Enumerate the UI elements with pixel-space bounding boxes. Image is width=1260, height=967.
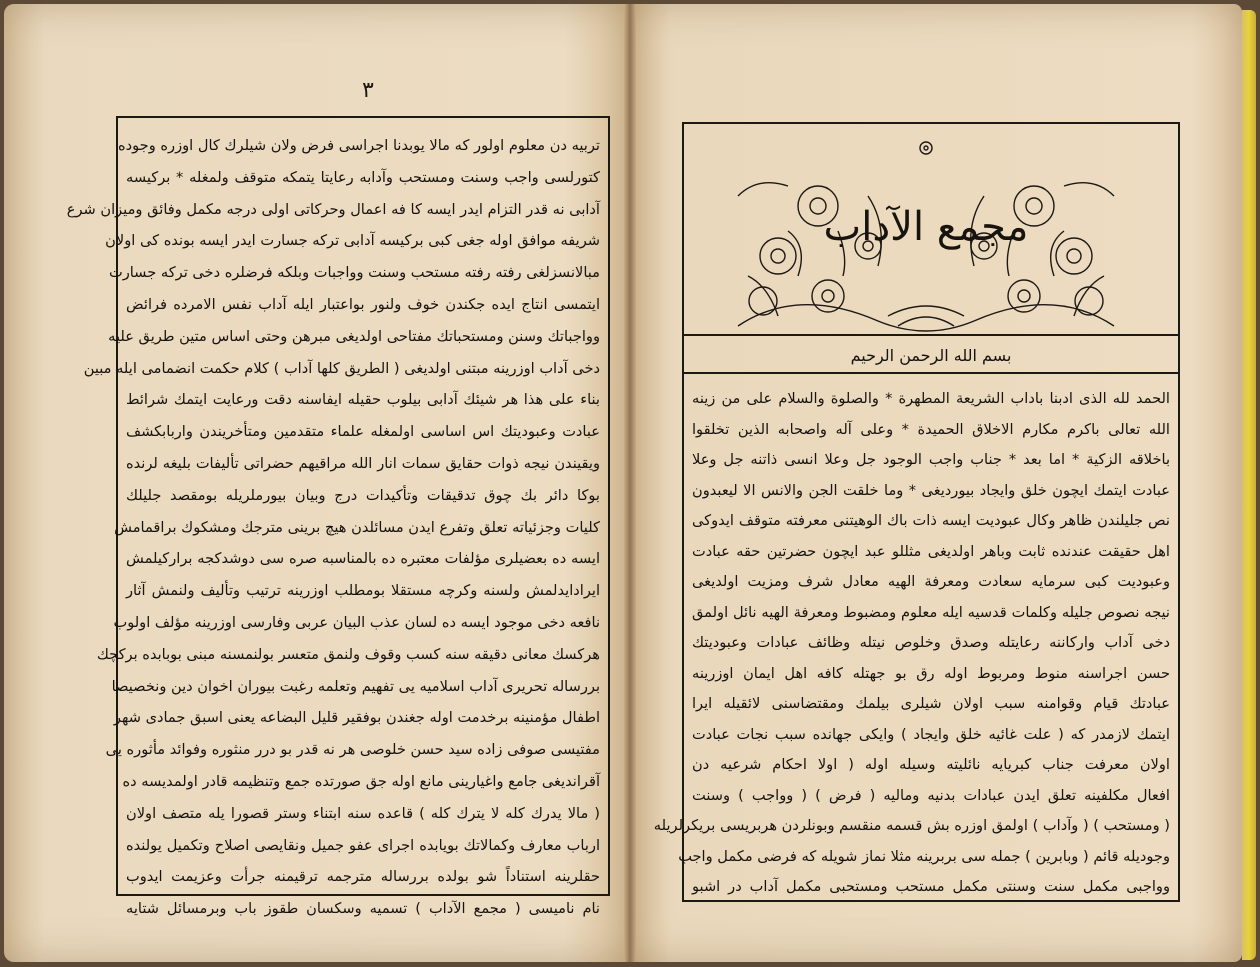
text-line: حسن اجراسنه منوط ومربوط اوله رق بو جهتله كافه اهل ايمان اوزرينه — [692, 664, 1170, 682]
page-number: ٣ — [362, 78, 374, 103]
text-line: حقلرينه استناداً شو بولده بررساله مترجمه ترقيمنه جرأت وعزيمت ايدوب — [126, 868, 600, 886]
text-line: كليات وجزئياته تعلق وتفرع ايدن مسائلدن هيچ برينى مترجك ومشكوك براقمامش — [114, 518, 600, 536]
text-line: نام ناميسى ( مجمع الآداب ) تسميه وسكسان طقوز باب وبرمسائل شتايه — [126, 900, 600, 918]
text-line: بررساله تحريرى آداب اسلاميه يى تفهيم وتعلمه رغبت بيوران اخوان دين ونخصيصا — [111, 677, 600, 695]
text-line: مبالانسزلغى رفته رفته مستحب وسنت وواجبات وبلكه فرضلره دخى تركه جسارت — [108, 264, 600, 282]
text-line: دخى آداب واركاننه رعايتله وصدق وخلوص نيتله وظائف عبادات وعبوديتك — [692, 634, 1170, 651]
basmala: بسم الله الرحمن الرحيم — [850, 346, 1012, 365]
text-line: ايتمسى انتاج ايده جكندن خوف ولنور بواعتبار ايله آداب نفس الامرده فرائض — [126, 295, 600, 313]
right-page — [630, 4, 1242, 962]
text-line: الحمد لله الذى ادبنا باداب الشريعة المطهرة * والصلوة والسلام على من زينه — [692, 390, 1170, 407]
text-line: الله تعالى باكرم مكارم الاخلاق الحميدة * وعلى آله واصحابه الذين تخلقوا — [692, 420, 1170, 438]
text-line: نيجه نصوص جليله وكلمات قدسيه ايله معلوم ومضبوط ومعرفة الهيه نائل اولمق — [692, 603, 1170, 621]
text-line: ايتمك لازمدر كه ( علت غائيه خلق وايجاد ) وايكى جهانده سبب نجات عبادت — [692, 725, 1170, 743]
book-title: مجمع الآداب — [823, 204, 1029, 250]
text-line: ايسه ده بعضيلرى مؤلفات معتبره ده بالمناسبه صره سى دوشدكجه براركيلمش — [126, 550, 600, 568]
text-line: ويقيندن نيجه ذوات حقايق سمات انار الله مراقيهم حضراتى تأليفات بليغه لرنده — [126, 454, 600, 472]
text-line: عبادتك قيام وقوامنه سبب اولان شيلرى بيلمك ومقتضاسنى لائقيله ايرا — [692, 695, 1170, 712]
text-line: اولان معرفت جناب كبريايه نائليته وسيله اوله ( اولا احكام شرعيه دن — [692, 756, 1170, 773]
text-line: دخى آداب اوزرينه مبتنى اولديغى ( الطريق كلها آداب ) كلام حكمت انضمامى ايله مبين — [83, 359, 600, 377]
text-line: وواجباتك وسنن ومستحباتك مفتاحى اولديغى مبرهن وحتى اساس متين طريق عليه — [108, 327, 600, 345]
book-gutter — [624, 4, 636, 962]
text-line: آدابى نه قدر التزام ايدر ايسه كا فه اعمال وحركاتى اولى درجه مكمل وفائق وميزان شرع — [66, 200, 600, 218]
text-line: كتورلسى واجب وسنت ومستحب وآدابه رعايتا يتمكه متوقف ولمغله * بركيسه — [126, 168, 600, 186]
text-line: هركسك معانى دقيقه سنه كسب وقوف ولنمق متعسر بولنمسنه مبنى بوبابده بركچك — [96, 645, 600, 663]
text-line: عبادت وعبوديتك اس اساسى اولمغله علماء متقدمين ومتأخريندن واربابكشف — [126, 423, 600, 441]
text-line: تربيه دن معلوم اولور كه مالا يوبدنا اجراسى فرض ولان شيلرك كال اوزره وجوده — [118, 137, 600, 154]
text-line: بوكا دائر بك چوق تدقيقات وتأكيدات درج وبيان بيورملريله بومقصد جليلك — [126, 486, 600, 504]
title-divider-bottom — [682, 372, 1180, 374]
text-line: باخلاقه الزكية * اما بعد * جناب واجب الوجود جل وعلا انسى ذاتنه جل وعلا — [692, 451, 1170, 468]
text-line: اهل حقيقت عندنده ثابت وباهر اولديغى مثللو عبد ايچون حضرتين حقه عبادت — [692, 542, 1170, 560]
text-line: وجوديله قائم ( وبابرين ) جمله سى بربرينه مثلا نماز شويله كه فرضى مكمل واجب — [678, 847, 1170, 865]
text-line: وواجبى مكمل سنت وسنتى مكمل مستحب ومستحبى مكمل آداب در اشبو — [692, 878, 1170, 895]
text-line: بناء على هذا هر شيئك آدابى بيلوب حقيله ايفاسنه دقت ورعايت ايتمك شرائط — [126, 391, 600, 409]
text-line: افعال مكلفينه تعلق ايدن عبادات بدنيه وماليه ( فرض ) ( وواجب ) وسنت — [692, 786, 1170, 804]
title-divider-top — [682, 334, 1180, 336]
text-line: شريفه موافق اوله جغى كبى بركيسه آدابى تركه جسارت ايدر ايسه بونده كى اولان — [105, 232, 600, 250]
text-line: ( ومستحب ) ( وآداب ) اولمق اوزره بش قسمه منقسم وبونلردن هربريسى بريكرلريله — [653, 817, 1170, 834]
text-line: ( مالا يدرك كله لا يترك كله ) قاعده سنه ابتناء وستر قصورا يله متصف اولان — [126, 804, 600, 822]
text-line: عبادت ايتمك ايچون خلق وايجاد بيورديغى * وما خلقت الجن والانس الا ليعبدون — [692, 481, 1170, 499]
left-page — [4, 4, 630, 962]
text-line: اطفال مؤمنينه برخدمت اوله جغندن بوفقير قليل البضاعه يعنى اسبق جمادى شهر — [113, 709, 600, 727]
text-line: ايرادايدلمش ولسنه وكرچه مستقلا بومطلب اوزرينه ترتيب وتأليف ولنمش آثار — [126, 582, 600, 600]
text-line: نافعه دخى موجود ايسه ده لسان عذب البيان عربى وفارسى اوزرينه مؤلف اولوب — [113, 613, 600, 631]
right-text-block — [653, 384, 1170, 903]
page-edge — [1242, 10, 1256, 960]
text-line: نص جليلندن ظاهر وكال عبوديت ايسه ذات باك الوهيتنى معرفته متوقف ايدوكى — [692, 512, 1170, 529]
text-line: ارباب معارف وكمالاتك بويابده اجراى عفو جميل ونقايصى اصلاح وتكميل يولنده — [126, 836, 600, 854]
left-text-block — [66, 130, 600, 925]
text-line: آقرانديغى جامع واغيارينى مانع اوله جق صورتده جمع وتنظيمه قادر اولمديسه ده — [122, 772, 600, 790]
text-line: مفتيسى صوفى زاده سيد حسن خلوصى هر نه قدر بو درر منثوره وفوائد مأثوره يى — [105, 741, 600, 759]
text-line: وعبوديت كبى سرمايه سعادت ومعرفة الهيه معادل شرف ومزيت اولديغى — [692, 573, 1170, 590]
